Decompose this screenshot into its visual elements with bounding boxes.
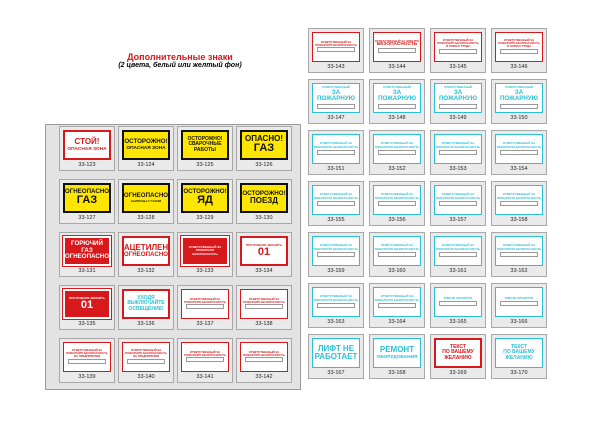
sign-tile[interactable]	[491, 28, 547, 73]
sign-plate	[312, 134, 360, 164]
name-field-blank	[317, 150, 356, 155]
sign-tile[interactable]	[59, 232, 115, 277]
name-field-blank	[378, 48, 417, 53]
sign-tile[interactable]	[59, 179, 115, 224]
sign-plate	[181, 183, 229, 213]
sign-code: 33-134	[255, 268, 273, 274]
name-field-blank	[500, 252, 539, 257]
sign-text-line: ОТВЕТСТВЕННЫЙ	[444, 85, 472, 90]
sign-code: 33-156	[388, 217, 406, 223]
sign-text-line: БЕЗОПАСНОСТЬ	[376, 42, 418, 48]
sign-plate	[181, 342, 229, 372]
sign-text-line: ОТВЕТСТВЕННЫЙ ЗА	[320, 39, 352, 44]
sign-text-line: НА ПРЕДПРИЯТИИ	[73, 353, 101, 358]
sign-plate	[312, 83, 360, 113]
sign-code: 33-135	[78, 321, 96, 327]
sign-code: 33-124	[137, 162, 155, 168]
sign-code: 33-155	[327, 217, 345, 223]
sign-text-line: ОСТОРОЖНО!	[124, 138, 168, 146]
name-field-blank	[186, 304, 225, 309]
sign-text-line: ПОЖАРНУЮ БЕЗОПАСНОСТЬ	[315, 42, 357, 47]
sign-text-line: ОБОРУДОВАНИЯ	[376, 354, 418, 360]
sign-text-line: ОТВЕТСТВЕННЫЙ	[505, 85, 533, 90]
sign-code: 33-136	[137, 321, 155, 327]
sign-text-line: ПОЖАРНУЮ БЕЗОПАСНОСТЬ	[313, 246, 359, 251]
sign-text-line: ОТВЕТСТВЕННЫЙ	[383, 85, 411, 90]
sign-text-line: ГАЗ	[253, 142, 275, 155]
sign-plate	[240, 289, 288, 319]
sign-code: 33-166	[510, 319, 528, 325]
sign-text-line: ПОЖАРНУЮ БЕЗОПАСНОСТЬ	[184, 299, 226, 304]
sign-code: 33-142	[255, 374, 273, 380]
sign-code: 33-157	[449, 217, 467, 223]
sign-plate	[373, 32, 421, 62]
sign-code: 33-137	[196, 321, 214, 327]
sign-text-line: ОТВЕТСТВЕННЫЙ ЗА	[319, 294, 353, 299]
sign-plate	[181, 130, 229, 160]
sign-tile[interactable]	[177, 232, 233, 277]
sign-code: 33-158	[510, 217, 528, 223]
sign-text-line: РЕМОНТ	[379, 345, 415, 355]
sign-plate	[495, 338, 543, 368]
sign-text-line: ОТВЕТСТВЕННЫЙ ЗА	[503, 38, 535, 43]
sign-text-line: ПРИ ПОЖАРЕ ЗВОНИТЬ	[69, 295, 105, 300]
sign-plate	[434, 32, 482, 62]
sign-text-line: ОГНЕОПАСНО	[64, 253, 110, 261]
sign-text-line: ПОЖАРНУЮ БЕЗОПАСНОСТЬ	[435, 246, 481, 251]
sign-code: 33-141	[196, 374, 214, 380]
sign-text-line: ПОЖАРНУЮ БЕЗОПАСНОСТЬ	[184, 352, 226, 357]
sign-tile[interactable]	[118, 179, 174, 224]
sign-plate	[312, 32, 360, 62]
sign-plate	[312, 236, 360, 266]
sign-text-line: ПРИ ПОЖАРЕ ЗВОНИТЬ	[246, 242, 282, 247]
name-field-blank	[439, 201, 478, 206]
sign-tile[interactable]	[59, 338, 115, 383]
sign-text-line: ЛИФТ НЕ	[317, 343, 355, 353]
sign-code: 33-147	[327, 115, 345, 121]
sign-text-line: ГОРЮЧИЙ ГАЗ	[71, 240, 103, 254]
sign-code: 33-164	[388, 319, 406, 325]
sign-text-line: ОТВЕТСТВЕННЫЙ ЗА	[319, 243, 353, 248]
sign-code: 33-127	[78, 215, 96, 221]
sign-tile[interactable]	[369, 28, 425, 73]
sign-text-line: ОТВЕТСТВЕННЫЙ ЗА	[380, 192, 414, 197]
sign-text-line: УХОДЯ	[137, 295, 155, 302]
sign-text-line: АЦЕТИЛЕН	[123, 242, 169, 252]
sign-plate	[122, 342, 170, 372]
name-field-blank	[317, 47, 356, 52]
sign-plate	[373, 236, 421, 266]
sign-code: 33-167	[327, 370, 345, 376]
sign-text-line: ОТВЕТСТВЕННЫЙ ЗА	[441, 192, 475, 197]
sign-text-line: ОСТОРОЖНО!	[187, 136, 223, 143]
sign-text-line: ОТВЕТСТВЕННЫЙ ЗА	[502, 192, 536, 197]
sign-text-line: ПОЖАРНУЮ БЕЗОПАСНОСТЬ	[313, 195, 359, 200]
name-field-blank	[439, 150, 478, 155]
sign-code: 33-161	[449, 268, 467, 274]
sign-text-line: ПОЕЗД	[249, 196, 279, 206]
sign-text-line: ПОЖАРНУЮ БЕЗОПАСНОСТЬ	[496, 144, 542, 149]
sign-tile[interactable]	[118, 338, 174, 383]
sign-text-line: ОТВЕТСТВЕННЫЙ ЗА ЭЛЕКТРО	[374, 38, 420, 43]
sign-text-line: ПОЖАРНУЮ БЕЗОПАСНОСТЬ	[435, 195, 481, 200]
sign-code: 33-128	[137, 215, 155, 221]
sign-text-line: ОГНЕОПАСНО	[123, 192, 169, 200]
sign-tile[interactable]	[430, 181, 486, 226]
sign-plate	[373, 134, 421, 164]
sign-text-line: ОТВЕТСТВЕННЫЙ ЗА	[319, 192, 353, 197]
sign-code: 33-151	[327, 166, 345, 172]
sign-code: 33-139	[78, 374, 96, 380]
sign-text-line: НА ПРЕДПРИЯТИИ	[132, 353, 160, 358]
sign-text-line: ОПАСНАЯ ЗОНА	[67, 146, 107, 152]
sign-text-line: БАЛЛОНЫ С ГАЗОМ	[130, 198, 162, 203]
sign-code: 33-130	[255, 215, 273, 221]
name-field-blank	[317, 252, 356, 257]
sign-tile[interactable]	[430, 130, 486, 175]
sign-code: 33-126	[255, 162, 273, 168]
sign-code: 33-148	[388, 115, 406, 121]
sign-plate	[434, 83, 482, 113]
name-field-blank	[439, 301, 478, 306]
sign-tile[interactable]	[369, 130, 425, 175]
name-field-blank	[317, 104, 356, 109]
sign-tile[interactable]	[491, 232, 547, 277]
sign-tile[interactable]	[491, 334, 547, 379]
sign-text-line: И ОХРАНУ ТРУДА	[445, 43, 471, 48]
name-field-blank	[378, 252, 417, 257]
sign-code: 33-150	[510, 115, 528, 121]
sign-tile[interactable]	[491, 79, 547, 124]
sign-code: 33-125	[196, 162, 214, 168]
sign-text-line: ПО ВАШЕМУ	[442, 349, 474, 356]
sign-tile[interactable]	[369, 181, 425, 226]
name-field-blank	[317, 303, 356, 308]
sign-text-line: 01	[80, 298, 94, 311]
sign-text-line: ПОЖАРНУЮ БЕЗОПАСНОСТЬ	[374, 246, 420, 251]
sign-plate	[312, 185, 360, 215]
sign-code: 33-132	[137, 268, 155, 274]
sign-tile[interactable]	[491, 130, 547, 175]
sign-text-line: ЗА ПОЖАРНУЮ	[438, 88, 478, 103]
sign-plate	[495, 236, 543, 266]
sign-plate	[122, 236, 170, 266]
name-field-blank	[439, 252, 478, 257]
sign-text-line: ОСТОРОЖНО!	[183, 187, 227, 195]
sign-tile[interactable]	[236, 126, 292, 171]
sign-text-line: ОТВЕТСТВЕННЫЙ ЗА	[380, 141, 414, 146]
name-field-blank	[378, 303, 417, 308]
sign-tile[interactable]	[177, 126, 233, 171]
name-field-blank	[317, 201, 356, 206]
sign-tile[interactable]	[59, 285, 115, 330]
name-field-blank	[500, 201, 539, 206]
sign-text-line: ОТВЕТСТВЕННЫЙ ЗА	[502, 141, 536, 146]
name-field-blank	[500, 49, 539, 54]
sign-plate	[495, 32, 543, 62]
sign-tile[interactable]	[118, 232, 174, 277]
sign-tile[interactable]	[236, 232, 292, 277]
sign-code: 33-168	[388, 370, 406, 376]
sign-text-line: ПОЖАРНУЮ БЕЗОПАСНОСТЬ	[437, 41, 479, 46]
sign-code: 33-163	[327, 319, 345, 325]
sign-plate	[495, 287, 543, 317]
sign-plate	[434, 287, 482, 317]
sign-plate	[63, 342, 111, 372]
sign-tile[interactable]	[369, 79, 425, 124]
name-field-blank	[245, 304, 284, 309]
sign-text-line: ОПАСНО!	[245, 134, 283, 144]
sign-tile[interactable]	[369, 283, 425, 328]
sign-code: 33-159	[327, 268, 345, 274]
sign-tile[interactable]	[430, 28, 486, 73]
sign-code: 33-143	[327, 64, 345, 70]
sign-text-line: ПОЖАРНУЮ БЕЗОПАСНОСТЬ	[313, 297, 359, 302]
sign-tile[interactable]	[308, 283, 364, 328]
sign-text-line: ТЕКСТ	[511, 344, 527, 351]
sign-text-line: ПОЖАРНУЮ БЕЗОПАСНОСТЬ	[496, 195, 542, 200]
sign-tile[interactable]	[177, 338, 233, 383]
sign-plate	[240, 236, 288, 266]
sign-text-line: ОТВЕТСТВЕННЫЙ ЗА	[502, 243, 536, 248]
sign-text-line: ОТВЕТСТВЕННЫЙ ЗА	[71, 348, 103, 353]
sign-text-line: ПОЖАРНУЮ БЕЗОПАСНОСТЬ	[125, 351, 167, 356]
sign-text-line: ОПАСНАЯ ЗОНА	[126, 145, 166, 151]
sign-plate	[434, 134, 482, 164]
sign-text-line: КЛЮЧИ ХРАНЯТСЯ	[504, 295, 534, 300]
sign-text-line: ОТВЕТСТВЕННЫЙ	[322, 85, 350, 90]
sign-plate	[122, 130, 170, 160]
name-field-blank	[378, 150, 417, 155]
sign-plate	[373, 83, 421, 113]
sign-text-line: СТОЙ!	[74, 137, 100, 147]
sign-plate	[373, 338, 421, 368]
sign-plate	[495, 83, 543, 113]
sign-plate	[434, 338, 482, 368]
sign-tile[interactable]	[118, 126, 174, 171]
name-field-blank	[127, 359, 166, 364]
sign-tile[interactable]	[177, 285, 233, 330]
page-title: Дополнительные знаки	[127, 52, 233, 62]
sign-code: 33-170	[510, 370, 528, 376]
sign-code: 33-169	[449, 370, 467, 376]
sign-code: 33-165	[449, 319, 467, 325]
sign-tile[interactable]	[430, 232, 486, 277]
sign-plate	[495, 185, 543, 215]
sign-text-line: ОТВЕТСТВЕННЫЙ ЗА	[188, 245, 222, 250]
sign-text-line: 01	[257, 245, 271, 258]
sign-text-line: ПОЖАРНУЮ БЕЗОПАСНОСТЬ	[374, 144, 420, 149]
sign-code: 33-146	[510, 64, 528, 70]
sign-text-line: СВАРОЧНЫЕ	[188, 141, 222, 148]
sign-tile[interactable]	[430, 283, 486, 328]
sign-text-line: ПО ВАШЕМУ	[503, 349, 535, 356]
sign-text-line: ОТВЕТСТВЕННЫЙ ЗА	[248, 296, 280, 301]
sign-text-line: ОТВЕТСТВЕННЫЙ ЗА	[130, 348, 162, 353]
sign-plate	[122, 183, 170, 213]
sign-text-line: ОТВЕТСТВЕННЫЙ ЗА	[441, 243, 475, 248]
sign-code: 33-144	[388, 64, 406, 70]
sign-text-line: ПОЖАРНУЮ БЕЗОПАСНОСТЬ	[374, 195, 420, 200]
sign-tile[interactable]	[430, 79, 486, 124]
sign-text-line: ОТВЕТСТВЕННЫЙ ЗА	[189, 349, 221, 354]
sign-text-line: ОТВЕТСТВЕННЫЙ ЗА	[189, 296, 221, 301]
sign-tile[interactable]	[308, 334, 364, 379]
sign-text-line: ПОЖАРНУЮ БЕЗОПАСНОСТЬ	[496, 246, 542, 251]
sign-text-line: ОТВЕТСТВЕННЫЙ ЗА	[442, 38, 474, 43]
sign-tile[interactable]	[308, 28, 364, 73]
sign-text-line: ГАЗ	[76, 194, 98, 207]
sign-text-line: ОГНЕОПАСНО	[64, 187, 110, 195]
sign-plate	[373, 185, 421, 215]
sign-tile[interactable]	[59, 126, 115, 171]
sign-plate	[240, 130, 288, 160]
sign-code: 33-138	[255, 321, 273, 327]
sign-text-line: ПОЖАРНУЮ БЕЗОПАСНОСТЬ	[192, 248, 218, 256]
sign-tile[interactable]	[236, 179, 292, 224]
sign-tile[interactable]	[369, 334, 425, 379]
sign-text-line: ЗА ПОЖАРНУЮ	[377, 88, 417, 103]
sign-text-line: ОТВЕТСТВЕННЫЙ ЗА	[248, 349, 280, 354]
sign-code: 33-152	[388, 166, 406, 172]
sign-text-line: ОСВЕЩЕНИЕ!	[128, 305, 164, 312]
sign-text-line: ПОЖАРНУЮ БЕЗОПАСНОСТЬ	[374, 297, 420, 302]
sign-tile[interactable]	[236, 285, 292, 330]
sign-code: 33-149	[449, 115, 467, 121]
name-field-blank	[378, 201, 417, 206]
sign-tile[interactable]	[308, 232, 364, 277]
sign-text-line: ПОЖАРНУЮ БЕЗОПАСНОСТЬ	[313, 144, 359, 149]
sign-tile[interactable]	[430, 334, 486, 379]
sign-plate	[312, 338, 360, 368]
name-field-blank	[500, 104, 539, 109]
sign-plate	[122, 289, 170, 319]
sign-plate	[63, 289, 111, 319]
name-field-blank	[378, 104, 417, 109]
name-field-blank	[500, 301, 539, 306]
sign-text-line: ЗА ПОЖАРНУЮ	[499, 88, 539, 103]
sign-text-line: РАБОТАЕТ	[314, 352, 358, 361]
sign-text-line: РАБОТЫ	[194, 146, 216, 153]
sign-text-line: ОТВЕТСТВЕННЫЙ ЗА	[380, 243, 414, 248]
sign-code: 33-129	[196, 215, 214, 221]
sign-text-line: ЯД	[197, 194, 213, 207]
sign-text-line: ВЫКЛЮЧАЙТЕ	[127, 300, 165, 307]
sign-tile[interactable]	[491, 283, 547, 328]
name-field-blank	[245, 357, 284, 362]
sign-plate	[240, 342, 288, 372]
sign-text-line: ОТВЕТСТВЕННЫЙ ЗА	[441, 141, 475, 146]
sign-plate	[312, 287, 360, 317]
sign-tile[interactable]	[308, 79, 364, 124]
sign-plate	[240, 183, 288, 213]
sign-text-line: ОСТОРОЖНО!	[242, 189, 286, 197]
sign-plate	[63, 236, 111, 266]
sign-tile[interactable]	[369, 232, 425, 277]
sign-code: 33-145	[449, 64, 467, 70]
sign-code: 33-131	[78, 268, 96, 274]
sign-plate	[63, 183, 111, 213]
sign-text-line: ОТВЕТСТВЕННЫЙ ЗА	[380, 294, 414, 299]
sign-tile[interactable]	[308, 130, 364, 175]
sign-code: 33-153	[449, 166, 467, 172]
sign-text-line: ТЕКСТ	[450, 344, 466, 351]
sign-plate	[373, 287, 421, 317]
sign-tile[interactable]	[118, 285, 174, 330]
sign-plate	[434, 185, 482, 215]
sign-text-line: ПОЖАРНУЮ БЕЗОПАСНОСТЬ	[66, 351, 108, 356]
sign-text-line: ОГНЕОПАСНО	[123, 250, 169, 258]
sign-tile[interactable]	[177, 179, 233, 224]
name-field-blank	[186, 357, 225, 362]
name-field-blank	[439, 104, 478, 109]
sign-text-line: ЖЕЛАНИЮ	[505, 354, 533, 361]
sign-text-line: КЛЮЧИ ХРАНЯТСЯ	[443, 295, 473, 300]
sign-text-line: ПОЖАРНУЮ БЕЗОПАСНОСТЬ	[243, 352, 285, 357]
sign-tile[interactable]	[236, 338, 292, 383]
sign-text-line: ЗА ПОЖАРНУЮ	[316, 88, 356, 103]
name-field-blank	[68, 359, 107, 364]
sign-plate	[495, 134, 543, 164]
sign-code: 33-133	[196, 268, 214, 274]
sign-tile[interactable]	[491, 181, 547, 226]
sign-plate	[181, 236, 229, 266]
sign-code: 33-160	[388, 268, 406, 274]
sign-plate	[63, 130, 111, 160]
sign-code: 33-140	[137, 374, 155, 380]
sign-text-line: ПОЖАРНУЮ БЕЗОПАСНОСТЬ	[243, 299, 285, 304]
page-subtitle: (2 цвета, белый или желтый фон)	[118, 62, 242, 69]
sign-code: 33-154	[510, 166, 528, 172]
sign-plate	[181, 289, 229, 319]
sign-text-line: ОТВЕТСТВЕННЫЙ ЗА	[319, 141, 353, 146]
sign-tile[interactable]	[308, 181, 364, 226]
sign-text-line: ПОЖАРНУЮ БЕЗОПАСНОСТЬ	[435, 144, 481, 149]
name-field-blank	[439, 49, 478, 54]
sign-text-line: ПОЖАРНУЮ БЕЗОПАСНОСТЬ	[498, 41, 540, 46]
sign-text-line: ЖЕЛАНИЮ	[444, 354, 472, 361]
sign-plate	[434, 236, 482, 266]
sign-text-line: И ОХРАНУ ТРУДА	[506, 43, 532, 48]
sign-code: 33-123	[78, 162, 96, 168]
sign-code: 33-162	[510, 268, 528, 274]
name-field-blank	[500, 150, 539, 155]
